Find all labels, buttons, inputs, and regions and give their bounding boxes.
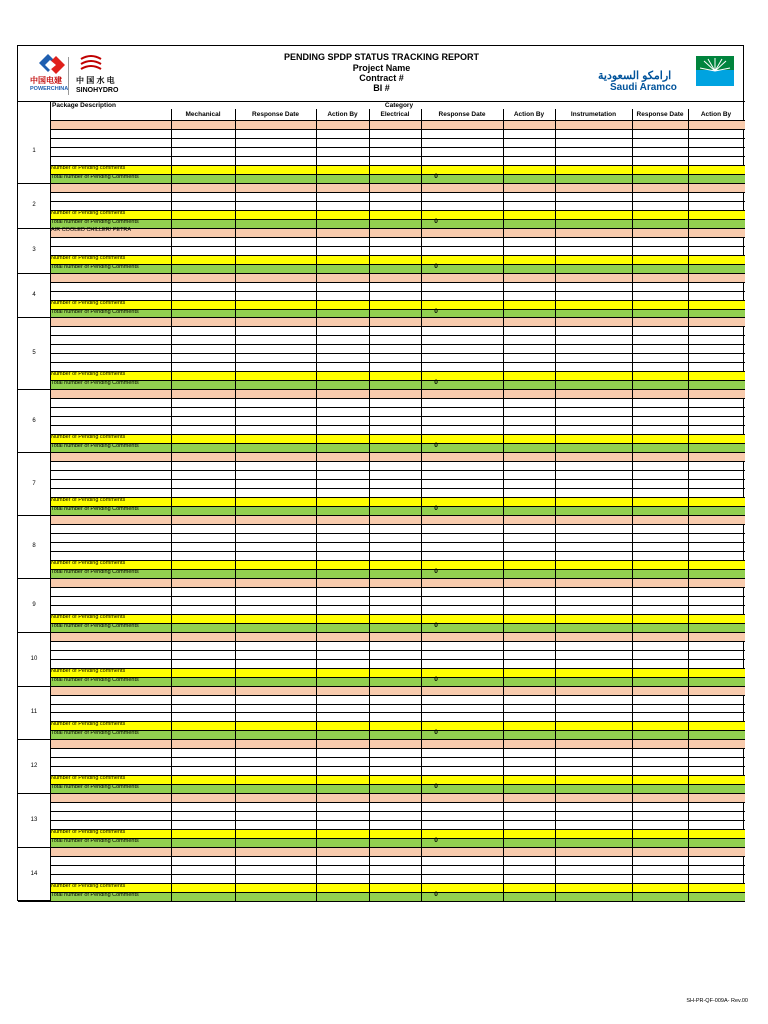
- pending-label: Number of Pending comments: [51, 559, 126, 566]
- row-divider: [50, 560, 745, 561]
- row-divider: [50, 515, 745, 516]
- total-value: 0: [434, 217, 438, 225]
- header-top-line: [18, 101, 745, 102]
- first-row-highlight: [50, 578, 745, 587]
- column-divider: [688, 109, 689, 901]
- column-divider: [503, 109, 504, 901]
- row-divider: [50, 578, 745, 579]
- total-label: Total number of Pending Comments: [51, 784, 139, 791]
- row-divider: [50, 775, 745, 776]
- row-divider: [50, 246, 745, 247]
- column-header: Response Date: [252, 111, 299, 118]
- row-divider: [50, 362, 745, 363]
- first-row-highlight: [50, 632, 745, 641]
- total-label: Total number of Pending Comments: [51, 676, 139, 683]
- first-row-highlight: [50, 452, 745, 461]
- row-divider: [50, 452, 745, 453]
- row-divider: [50, 533, 745, 534]
- block-divider: [18, 901, 745, 902]
- row-divider: [50, 883, 745, 884]
- row-divider: [50, 129, 745, 130]
- package-number: 8: [32, 543, 36, 550]
- row-divider: [50, 147, 745, 148]
- column-divider: [171, 109, 172, 901]
- row-divider: [50, 748, 745, 749]
- row-divider: [50, 326, 745, 327]
- row-divider: [50, 210, 745, 211]
- pending-label: Number of Pending comments: [51, 775, 126, 782]
- powerchina-en: POWERCHINA: [30, 86, 69, 92]
- pending-row: [50, 371, 745, 380]
- total-label: Total number of Pending Comments: [51, 730, 139, 737]
- pending-row: [50, 165, 745, 174]
- total-value: 0: [434, 891, 438, 899]
- pending-label: Number of Pending comments: [51, 164, 126, 171]
- first-row-highlight: [50, 389, 745, 398]
- row-divider: [50, 739, 745, 740]
- package-number: 10: [30, 655, 38, 662]
- row-divider: [50, 255, 745, 256]
- column-divider: [50, 101, 51, 901]
- column-header: Response Date: [438, 111, 486, 118]
- row-divider: [50, 820, 745, 821]
- total-value: 0: [434, 621, 438, 629]
- pending-label: Number of Pending comments: [51, 209, 126, 216]
- row-divider: [50, 793, 745, 794]
- row-divider: [50, 120, 745, 121]
- total-label: Total number of Pending Comments: [51, 838, 139, 845]
- total-label: Total number of Pending Comments: [51, 568, 139, 575]
- pending-label: Number of Pending comments: [51, 883, 126, 890]
- column-header: Mechanical: [185, 111, 221, 118]
- row-divider: [50, 847, 745, 848]
- total-value: 0: [434, 262, 438, 270]
- row-divider: [50, 425, 745, 426]
- row-divider: [50, 524, 745, 525]
- row-divider: [50, 228, 745, 229]
- row-divider: [50, 632, 745, 633]
- package-description: AIR COOLED CHILLER/ PETRA: [51, 227, 132, 234]
- package-number: 14: [30, 871, 38, 878]
- column-header: Electrical: [380, 111, 410, 118]
- row-divider: [50, 497, 745, 498]
- total-label: Total number of Pending Comments: [51, 892, 139, 899]
- pending-row: [50, 829, 745, 838]
- total-value: 0: [434, 783, 438, 791]
- total-label: Total number of Pending Comments: [51, 308, 139, 315]
- report-title: PENDING SPDP STATUS TRACKING REPORT: [283, 52, 480, 62]
- pending-row: [50, 668, 745, 677]
- total-label: Total number of Pending Comments: [51, 263, 139, 270]
- pending-label: Number of Pending comments: [51, 829, 126, 836]
- row-divider: [50, 183, 745, 184]
- sinohydro-en: SINOHYDRO: [76, 87, 119, 94]
- pending-row: [50, 255, 745, 264]
- row-divider: [50, 811, 745, 812]
- pending-label: Number of Pending comments: [51, 721, 126, 728]
- total-label: Total number of Pending Comments: [51, 506, 139, 512]
- column-header: Response Date: [636, 111, 684, 118]
- total-value: 0: [434, 837, 438, 845]
- pending-label: Number of Pending comments: [51, 667, 126, 674]
- column-divider: [555, 109, 556, 901]
- pending-label: Number of Pending comments: [51, 254, 126, 261]
- pending-row: [50, 721, 745, 730]
- package-number: 2: [32, 202, 36, 209]
- column-header: Instrumetation: [570, 111, 617, 118]
- pending-row: [50, 300, 745, 309]
- total-value: 0: [434, 675, 438, 683]
- total-value: 0: [434, 505, 438, 512]
- row-divider: [50, 605, 745, 606]
- row-divider: [50, 757, 745, 758]
- row-divider: [50, 282, 745, 283]
- total-value: 0: [434, 379, 438, 387]
- row-divider: [50, 865, 745, 866]
- package-number: 1: [32, 148, 36, 155]
- report-sheet: [17, 45, 744, 901]
- pending-label: Number of Pending comments: [51, 371, 126, 378]
- row-divider: [50, 201, 745, 202]
- package-number: 5: [32, 350, 36, 357]
- total-label: Total number of Pending Comments: [51, 622, 139, 629]
- row-divider: [50, 371, 745, 372]
- column-divider: [632, 109, 633, 901]
- row-divider: [50, 434, 745, 435]
- package-number: 12: [30, 763, 38, 770]
- row-divider: [50, 470, 745, 471]
- column-header: Action By: [327, 111, 358, 118]
- row-divider: [50, 829, 745, 830]
- package-description-header: Package Description: [52, 102, 116, 109]
- first-row-highlight: [50, 317, 745, 326]
- pending-row: [50, 883, 745, 892]
- pending-row: [50, 775, 745, 784]
- row-divider: [50, 721, 745, 722]
- row-divider: [50, 461, 745, 462]
- column-header: Action By: [700, 111, 732, 118]
- row-divider: [50, 488, 745, 489]
- contract-number: Contract #: [359, 73, 404, 83]
- row-divider: [50, 407, 745, 408]
- first-row-highlight: [50, 515, 745, 524]
- total-value: 0: [434, 172, 438, 180]
- column-divider: [235, 109, 236, 901]
- row-divider: [50, 712, 745, 713]
- row-divider: [50, 344, 745, 345]
- total-value: 0: [434, 307, 438, 315]
- column-divider: [421, 109, 422, 901]
- package-number: 6: [32, 417, 36, 424]
- pending-row: [50, 434, 745, 443]
- row-divider: [50, 641, 745, 642]
- first-row-highlight: [50, 793, 745, 802]
- column-divider: [369, 109, 370, 901]
- powerchina-cn: 中国电建: [30, 76, 62, 85]
- row-divider: [50, 596, 745, 597]
- row-divider: [50, 587, 745, 588]
- row-divider: [50, 353, 745, 354]
- first-row-highlight: [50, 273, 745, 282]
- aramco-en: Saudi Aramco: [610, 82, 677, 93]
- pending-label: Number of Pending comments: [51, 434, 126, 441]
- column-header: Action By: [513, 111, 545, 118]
- row-divider: [50, 766, 745, 767]
- total-value: 0: [434, 729, 438, 737]
- pending-row: [50, 497, 745, 506]
- row-divider: [50, 659, 745, 660]
- first-row-highlight: [50, 228, 745, 237]
- pending-label: Number of Pending comments: [51, 299, 126, 306]
- total-label: Total number of Pending Comments: [51, 443, 139, 450]
- row-divider: [50, 695, 745, 696]
- row-divider: [50, 416, 745, 417]
- row-divider: [50, 650, 745, 651]
- row-divider: [50, 686, 745, 687]
- sinohydro-cn: 中 国 水 电: [76, 76, 115, 85]
- first-row-highlight: [50, 739, 745, 748]
- row-divider: [50, 398, 745, 399]
- total-value: 0: [434, 567, 438, 575]
- row-divider: [50, 291, 745, 292]
- row-divider: [50, 542, 745, 543]
- row-divider: [50, 668, 745, 669]
- first-row-highlight: [50, 686, 745, 695]
- aramco-logo-icon: [696, 56, 734, 86]
- package-number: 13: [30, 817, 38, 824]
- first-row-highlight: [50, 120, 745, 129]
- total-value: 0: [434, 442, 438, 450]
- package-number: 9: [32, 601, 36, 608]
- pending-label: Number of Pending comments: [51, 613, 126, 620]
- first-row-highlight: [50, 847, 745, 856]
- row-divider: [50, 479, 745, 480]
- row-divider: [50, 273, 745, 274]
- row-divider: [50, 192, 745, 193]
- project-name: Project Name: [352, 63, 411, 73]
- package-number: 7: [32, 480, 36, 487]
- pending-row: [50, 210, 745, 219]
- row-divider: [50, 389, 745, 390]
- row-divider: [50, 614, 745, 615]
- aramco-logo: [588, 51, 738, 99]
- pending-row: [50, 614, 745, 623]
- row-divider: [50, 237, 745, 238]
- row-divider: [50, 300, 745, 301]
- total-label: Total number of Pending Comments: [51, 173, 139, 180]
- package-number: 11: [30, 709, 38, 716]
- first-row-highlight: [50, 183, 745, 192]
- row-divider: [50, 802, 745, 803]
- row-divider: [50, 156, 745, 157]
- row-divider: [50, 551, 745, 552]
- aramco-ar: ارامكو السعودية: [598, 70, 672, 82]
- bi-number: BI #: [373, 83, 390, 93]
- row-divider: [50, 165, 745, 166]
- row-divider: [50, 138, 745, 139]
- pending-label: Number of Pending comments: [51, 497, 126, 504]
- package-number: 4: [32, 292, 36, 299]
- document-code: SH-PR-QF-009A- Rev.00: [686, 998, 748, 1004]
- total-label: Total number of Pending Comments: [51, 218, 139, 225]
- package-number: 3: [32, 247, 36, 254]
- category-header: Category: [384, 102, 414, 109]
- pending-row: [50, 560, 745, 569]
- row-divider: [50, 704, 745, 705]
- row-divider: [50, 335, 745, 336]
- column-divider: [316, 109, 317, 901]
- total-label: Total number of Pending Comments: [51, 380, 139, 387]
- row-divider: [50, 874, 745, 875]
- row-divider: [50, 856, 745, 857]
- row-divider: [50, 317, 745, 318]
